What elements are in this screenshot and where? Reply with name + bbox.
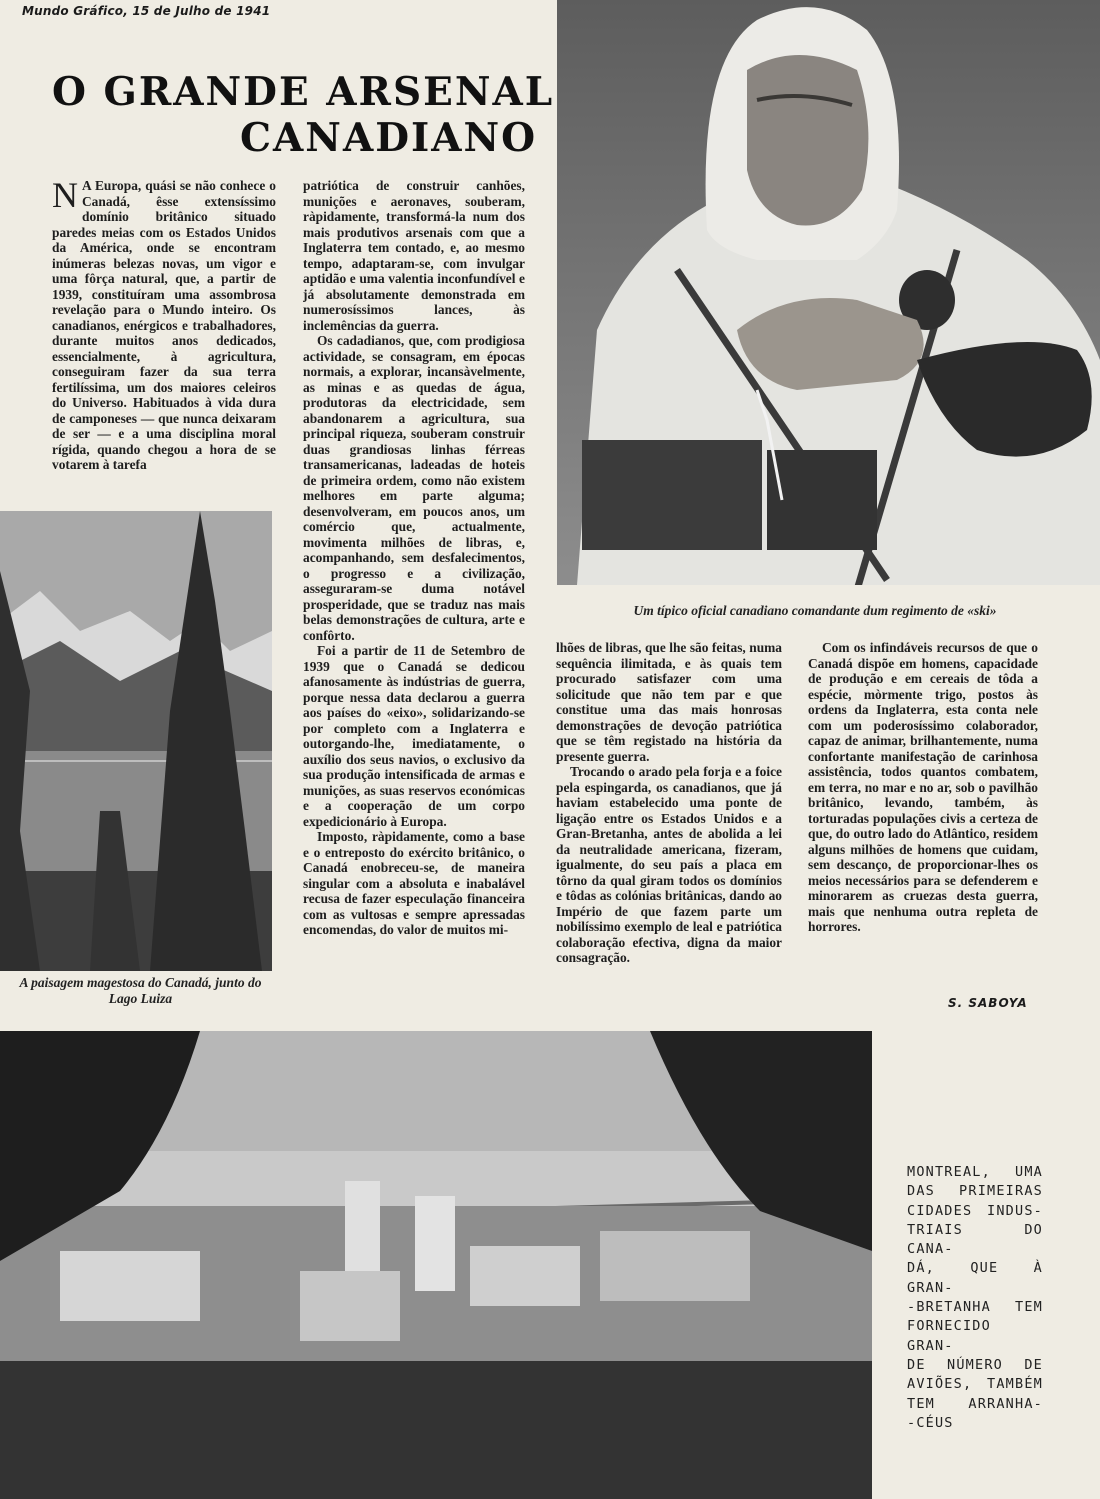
montreal-photo-illustration (0, 1031, 872, 1499)
montreal-caption-line: CIDADES INDUS- (907, 1202, 1043, 1219)
officer-caption: Um típico oficial canadiano comandante dum regimento de «ski» (633, 603, 997, 618)
article-title-line1: O GRANDE ARSENAL (52, 69, 555, 115)
officer-photo-illustration (557, 0, 1100, 585)
article-column-1 (52, 178, 276, 508)
article-paragraph: Foi a partir de 11 de Setembro de 1939 que o Canadá se dedicou afanosamente às indústrias de guerra, porque nessa data declarou a guerra aos países do «eixo», solidarizando-se por completo com a Inglaterra e outorgando-lhe, imediatamente, o auxílio dos seus navios, o exclusivo da sua produção intensificada de armas e munições, as suas reservos económicas e a cooperação de um corpo expedicionário à Europa. (303, 643, 525, 829)
officer-photo (557, 0, 1100, 585)
author-signature: S. SABOYA (948, 996, 1028, 1010)
article-paragraph: lhões de libras, que lhe são feitas, numa sequência ilimitada, e às quais tem procurado satisfazer com uma solicitude que não tem par e que constitue uma das mais honrosas demonstrações de devoção patriótica que se têm registado na história da presente guerra. (556, 640, 782, 764)
montreal-caption-line: -CÉUS (907, 1414, 954, 1431)
article-column-3 (556, 640, 782, 1010)
drop-cap: N (52, 178, 78, 215)
montreal-caption-line: TRIAIS DO CANA- (907, 1221, 1043, 1258)
article-paragraph: Os cadadianos, que, com prodigiosa actividade, se consagram, em épocas normais, a explorar, incansàvelmente, as minas e as quedas de água, produtoras da electricidade, sem abandonarem a agricultura, sua principal riqueza, souberam construir duas grandiosas linhas férreas transamericanas, ladeadas de hoteis de primeira ordem, como não existem melhores em parte alguma; desenvolveram, em poucos anos, um comércio que, actualmente, movimenta milhões de libras, e, acompanhando, sem desfalecimentos, o progresso e a civilização, asseguraram-se duma notável prosperidade, que se traduz nas mais belas demonstrações de cultura, arte e confôrto. (303, 333, 525, 643)
article-paragraph: Imposto, ràpidamente, como a base e o entreposto do exército britânico, o Canadá enobreceu-se, de maneira singular com a absoluta e inabalável recusa de fazer especulação financeira com as vultosas e sempre apressadas encomendas, do valor de muitos mi- (303, 829, 525, 937)
montreal-caption-line: MONTREAL, UMA (907, 1164, 1043, 1180)
article-title-line2: CANADIANO (240, 115, 538, 161)
montreal-caption (907, 1163, 1043, 1433)
page-header: Mundo Gráfico, 15 de Julho de 1941 (22, 4, 271, 18)
article-paragraph: N A Europa, quási se não conhece o Canadá, êsse extensíssimo domínio britânico situado paredes meias com os Estados Unidos da América, onde se encontram inúmeras belezas novas, um vigor e uma fôrça natural, que, a partir de 1939, constituíram uma assombrosa revelação para o Mundo inteiro. Os canadianos, enérgicos e trabalhadores, durante muitos anos dedicados, essencialmente, à agricultura, conseguiram fazer da sua terra fertilíssima, um dos maiores celeiros do Universo. Habituados à vida dura de camponeses — que nunca deixaram de ser — e a uma disciplina moral rígida, quando chegou a hora de se votarem à tarefa (52, 178, 276, 472)
montreal-caption-line: DAS PRIMEIRAS (907, 1183, 1043, 1200)
article-paragraph: patriótica de construir canhões, munições e aeronaves, souberam, ràpidamente, transformá-la num dos mais produtivos arsenais com que a Inglaterra tem contado, e, ao mesmo tempo, adaptaram-se, com invulgar aptidão e uma valentia inconfundível e já absolutamente demonstrada em numerosíssimos lances, às inclemências da guerra. (303, 178, 525, 333)
article-column-2 (303, 178, 525, 1008)
montreal-caption-line: DÁ, QUE À GRAN- (907, 1260, 1043, 1296)
montreal-caption-line: TEM ARRANHA- (907, 1395, 1043, 1412)
montreal-photo (0, 1031, 872, 1499)
montreal-caption-line: -BRETANHA TEM (907, 1299, 1043, 1316)
montreal-caption-line: AVIÕES, TAMBÉM (907, 1376, 1043, 1393)
lake-photo-illustration (0, 511, 272, 971)
lake-caption: A paisagem magestosa do Canadá, junto do Lago Luiza (19, 975, 262, 1006)
montreal-caption-line: FORNECIDO GRAN- (907, 1318, 991, 1354)
montreal-caption-line: DE NÚMERO DE (907, 1356, 1043, 1373)
article-column-4 (808, 640, 1038, 995)
article-paragraph: Trocando o arado pela forja e a foice pela espingarda, os canadianos, que já haviam estabelecido uma ponte de ligação entre os Estados Unidos e a Gran-Bretanha, antes de abolida a lei da neutralidade americana, fizeram, igualmente, do seu país a placa em tôrno da qual giram todos os domínios e tôdas as colónias britânicas, dando ao Império de que fazem parte um nobilíssimo exemplo de leal e patriótica colaboração efectiva, digna da maior consagração. (556, 764, 782, 965)
article-paragraph: Com os infindáveis recursos de que o Canadá dispõe em homens, capacidade de produção e em cereais de tôda a espécie, mòrmente trigo, postos às ordens da Inglaterra, esta conta nele com um poderosíssimo colaborador, capaz de animar, brilhantemente, numa confortante manifestação de carinhosa assistência, todos quantos combatem, em terra, no mar e no ar, sob o pavilhão britânico, levando, também, às torturadas populações civis a certeza de que, do outro lado do Atlântico, residem alguns milhões de homens que cuidam, sem descanço, de proporcionar-lhes os meios necessários para se defenderem e minorarem as cruezas desta guerra, mais que nenhuma outra repleta de horrores. (808, 640, 1038, 934)
lake-photo (0, 511, 272, 971)
